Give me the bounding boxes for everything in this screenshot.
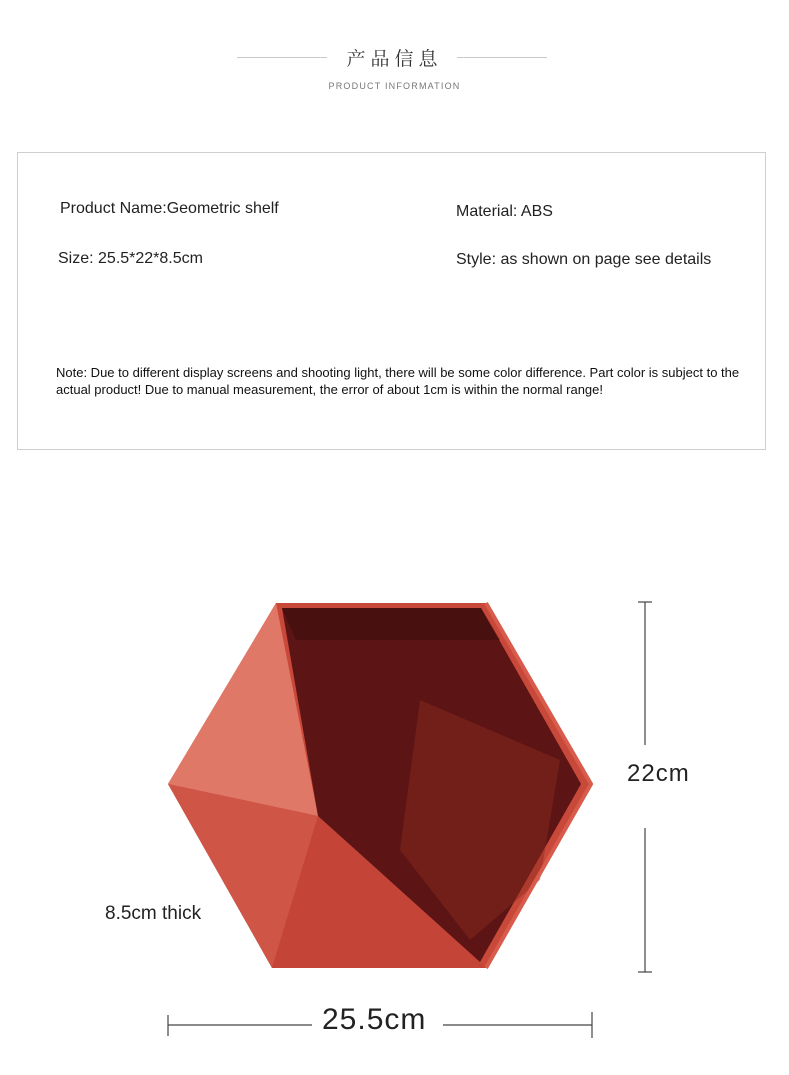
section-subtitle: PRODUCT INFORMATION xyxy=(328,81,461,91)
product-name: Product Name:Geometric shelf xyxy=(60,200,279,217)
width-label: 25.5cm xyxy=(322,1003,427,1036)
height-label: 22cm xyxy=(627,760,690,787)
size: Size: 25.5*22*8.5cm xyxy=(58,250,203,267)
style: Style: as shown on page see details xyxy=(456,251,712,268)
shelf-inner-shadow xyxy=(282,608,500,640)
note-text: Note: Due to different display screens and shooting light, there will be some color difference. Part color is subject to the actual product! Due to manual measurement, the error of about 1cm is within the normal range! xyxy=(56,365,740,397)
thickness-label: 8.5cm thick xyxy=(105,903,202,924)
section-title: 产品信息 xyxy=(346,48,443,70)
material: Material: ABS xyxy=(456,203,553,220)
